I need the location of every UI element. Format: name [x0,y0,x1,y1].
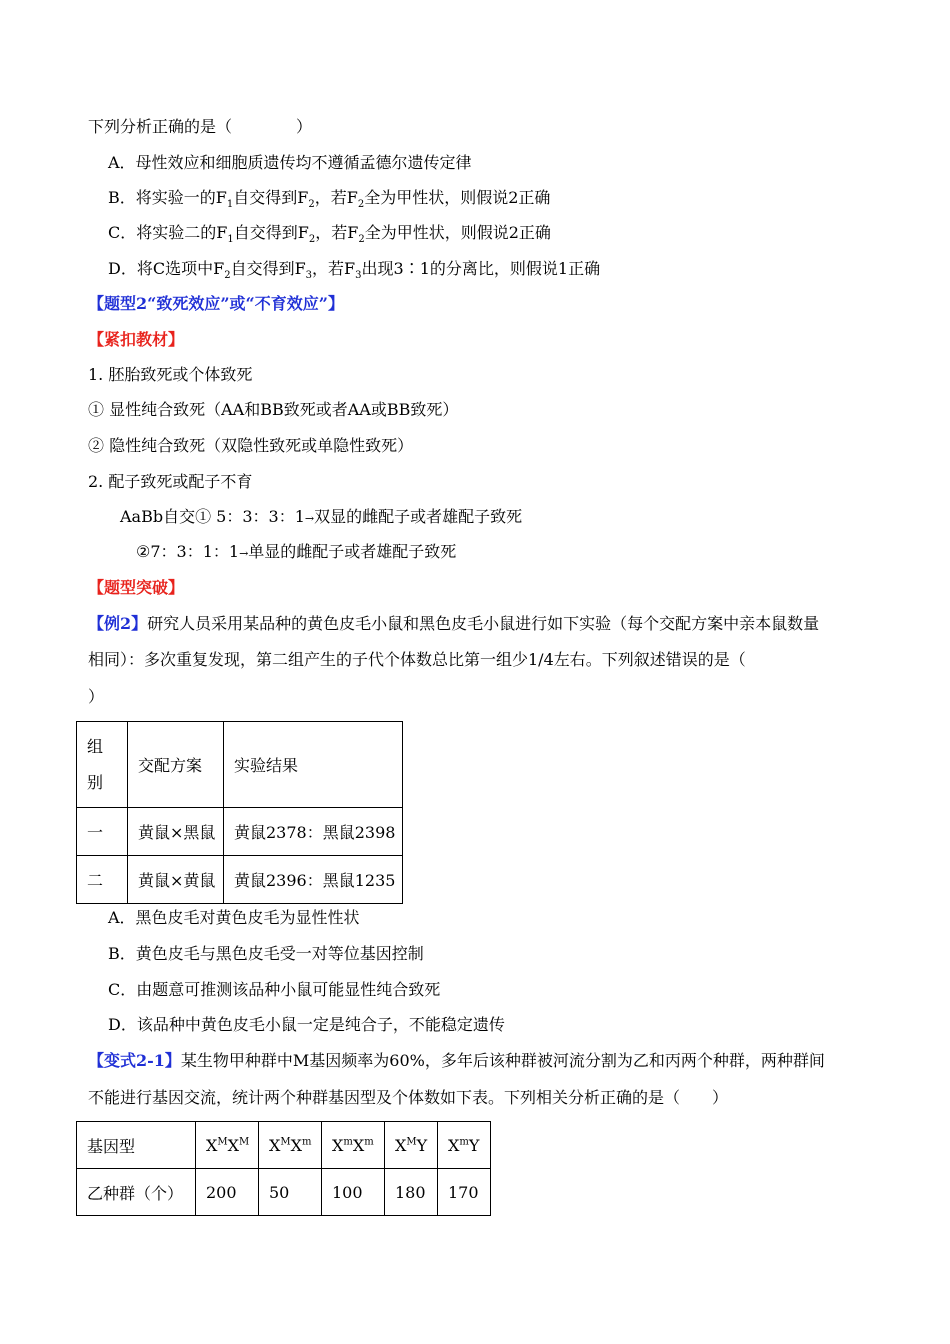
arrow-icon: → [304,512,315,525]
table-cell: 180 [385,1169,438,1216]
table-cell: 黄鼠2396：黑鼠1235 [224,856,403,904]
example2-option-b: B．黄色皮毛与黑色皮毛受一对等位基因控制 [108,944,424,963]
table-cell: 黄鼠2378：黑鼠2398 [224,808,403,856]
section-heading-textbook: 【紧扣教材】 [88,330,185,349]
textbook-item2b: ②7：3：1：1→单显的雌配子或者雄配子致死 [136,542,457,561]
option-c: C．将实验二的$F_1$自交得到$F_2$，若$F_2$全为甲性状，则假说2正确 [108,223,551,246]
section-heading-type2: 【题型2“致死效应”或“不育效应”】 [88,294,344,313]
table-row [77,808,403,856]
genotype-cell: $X^MX^M$ [196,1122,259,1169]
genotype-cell: $X^mY$ [438,1122,491,1169]
textbook-item1b: ② 隐性纯合致死（双隐性致死或单隐性致死） [88,436,414,455]
table-cell: 二 [77,856,128,904]
table-cell: 黄鼠×黄鼠 [128,856,224,904]
example2-stem-line3: ） [88,687,105,706]
table-header-scheme: 交配方案 [128,722,224,808]
option-a: A．母性效应和细胞质遗传均不遵循孟德尔遗传定律 [108,153,472,172]
example2-option-c: C．由题意可推测该品种小鼠可能显性纯合致死 [108,980,441,999]
textbook-item2: 2. 配子致死或配子不育 [88,472,253,491]
textbook-item1a: ① 显性纯合致死（AA和BB致死或者AA或BB致死） [88,400,459,419]
example2-option-a: A．黑色皮毛对黄色皮毛为显性性状 [108,908,360,927]
textbook-item1: 1. 胚胎致死或个体致死 [88,365,253,384]
variant21-stem-line1: 【变式2-1】某生物甲种群中M基因频率为60%，多年后该种群被河流分割为乙和丙两个种群，两种群间 [88,1051,825,1070]
genotype-cell: $X^MX^m$ [259,1122,322,1169]
table-cell: 一 [77,808,128,856]
table-cell: 200 [196,1169,259,1216]
table-header-result: 实验结果 [224,722,403,808]
variant21-tag: 【变式2-1】 [88,1051,181,1070]
example2-table [76,721,403,904]
arrow-icon: → [239,547,249,560]
genotype-cell: $X^mX^m$ [322,1122,385,1169]
table-cell: 黄鼠×黑鼠 [128,808,224,856]
genotype-table [76,1121,491,1216]
example2-tag: 【例2】 [88,614,148,633]
textbook-item2a: AaBb自交① 5：3：3：1→双显的雌配子或者雄配子致死 [120,507,523,526]
table-row [77,1122,491,1169]
table-cell: 100 [322,1169,385,1216]
genotype-label: 基因型 [77,1122,196,1169]
example2-option-d: D．该品种中黄色皮毛小鼠一定是纯合子，不能稳定遗传 [108,1015,505,1034]
example2-stem-line2: 相同）：多次重复发现，第二组产生的子代个体数总比第一组少1/4左右。下列叙述错误的是（ [88,650,746,669]
population-label: 乙种群（个） [77,1169,196,1216]
intro-question: 下列分析正确的是（ ） [88,117,313,136]
table-cell: 50 [259,1169,322,1216]
variant21-stem-line2: 不能进行基因交流，统计两个种群基因型及个体数如下表。下列相关分析正确的是（ ） [88,1088,729,1107]
option-d: D．将C选项中$F_2$自交得到$F_3$，若$F_3$出现3∶1的分离比，则假说1正确 [108,259,601,282]
option-b: B．将实验一的$F_1$自交得到$F_2$，若$F_2$全为甲性状，则假说2正确 [108,188,551,211]
example2-stem-line1: 【例2】研究人员采用某品种的黄色皮毛小鼠和黑色皮毛小鼠进行如下实验（每个交配方案中亲本鼠数量 [88,614,820,633]
section-heading-breakthrough: 【题型突破】 [88,578,185,597]
genotype-cell: $X^MY$ [385,1122,438,1169]
table-header-group: 组 别 [77,722,128,808]
table-cell: 170 [438,1169,491,1216]
table-row [77,1169,491,1216]
table-row [77,856,403,904]
table-header-row [77,722,403,808]
